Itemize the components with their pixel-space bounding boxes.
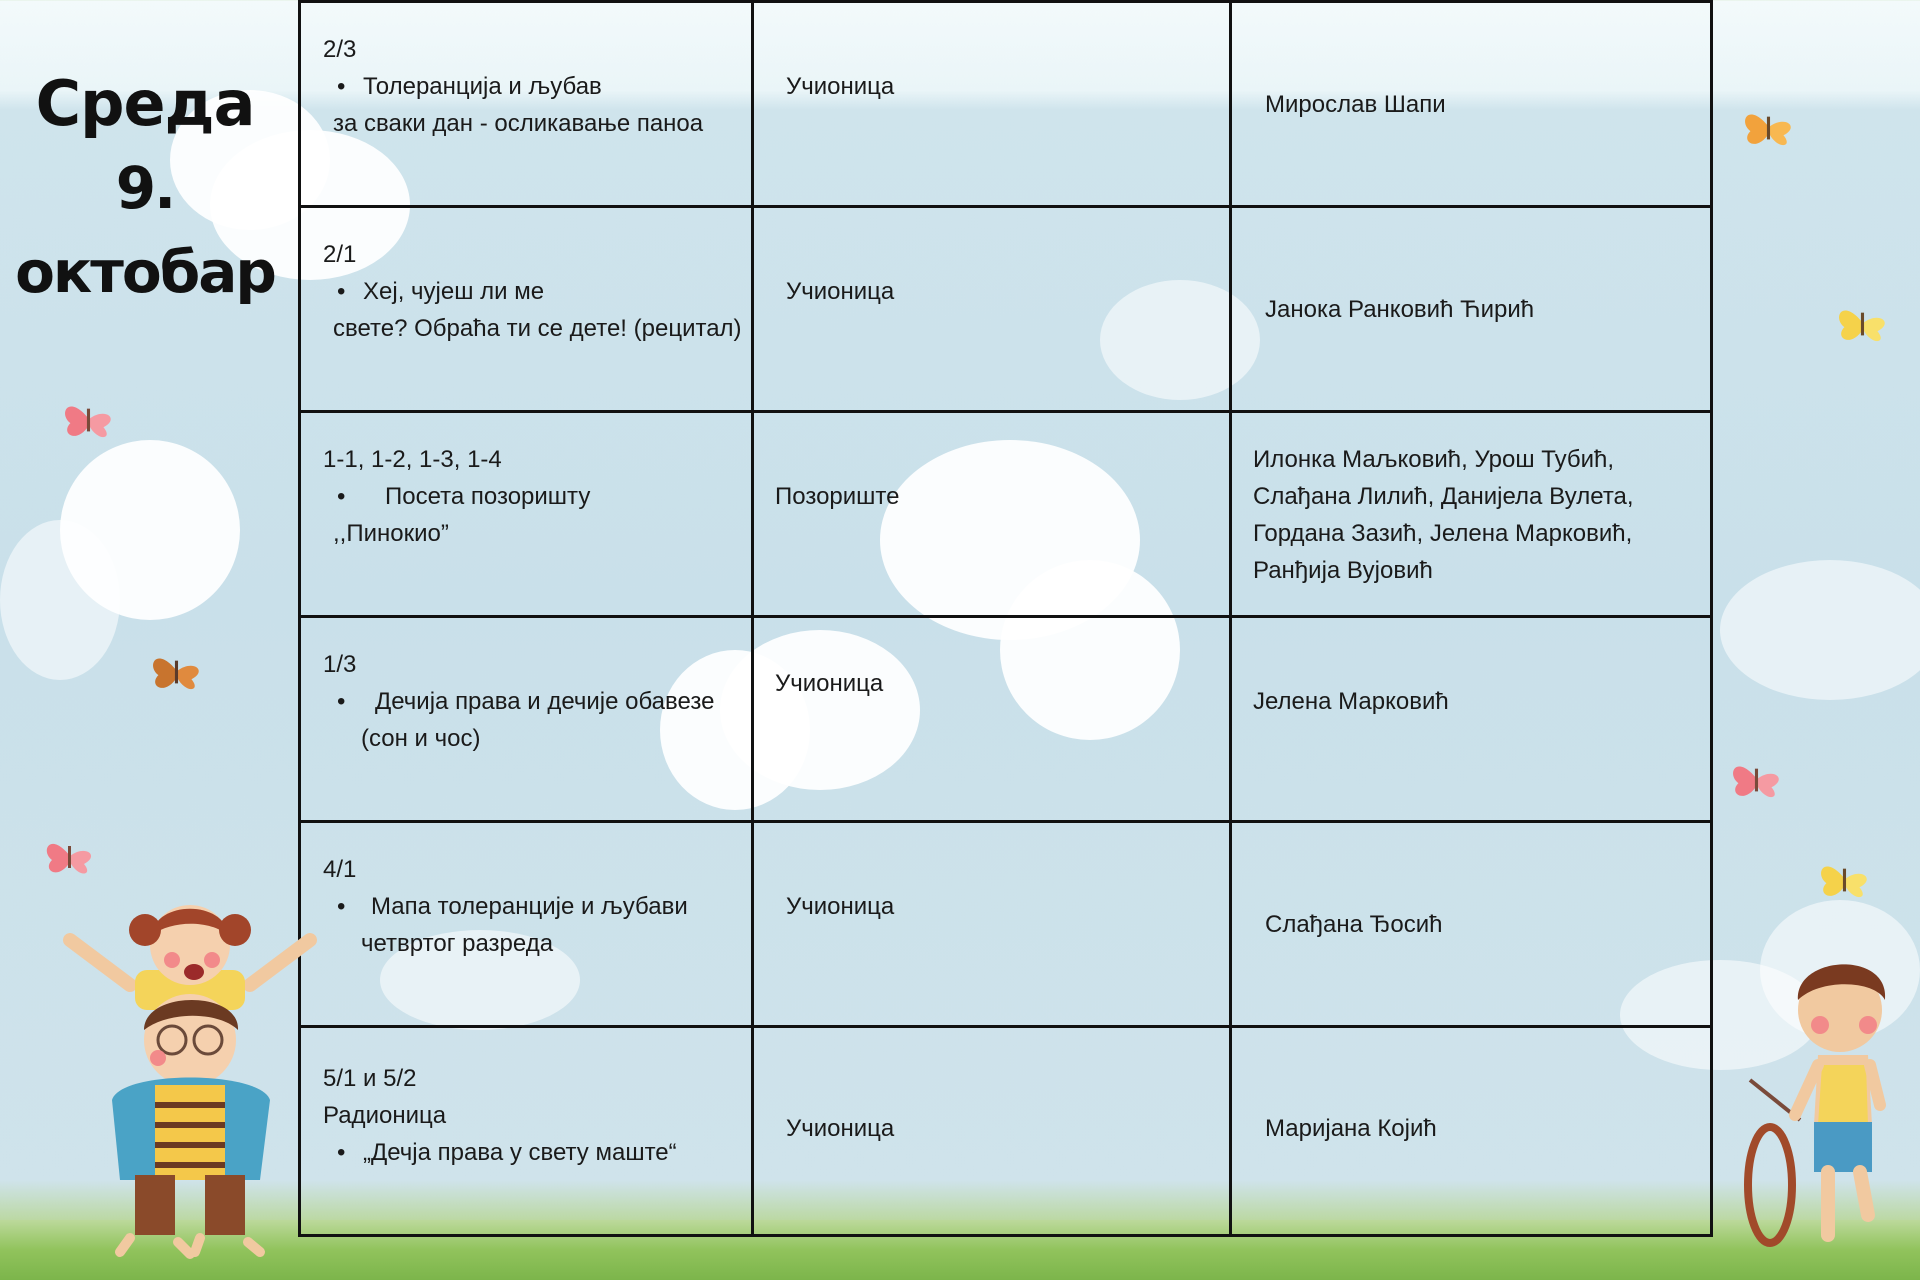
- class-label: 2/3: [323, 36, 357, 63]
- teacher-names: Јанока Ранковић Ћирић: [1265, 296, 1535, 323]
- activity-title: [323, 683, 751, 720]
- location-label: Позориште: [775, 483, 900, 510]
- class-label: 1/3: [323, 651, 357, 678]
- class-label: 2/1: [323, 241, 357, 268]
- teachers-cell: [1231, 2, 1712, 207]
- teacher-names-line: Гордана Зазић, Јелена Марковић,: [1253, 520, 1633, 547]
- bullet-icon: •: [337, 893, 346, 920]
- teacher-names: Маријана Којић: [1265, 1115, 1437, 1142]
- teacher-names-line: Слађана Лилић, Данијела Вулета,: [1253, 483, 1634, 510]
- activity-line: ,,Пинокио”: [333, 520, 449, 547]
- table-row: [300, 1027, 1712, 1236]
- page-title: [0, 62, 290, 314]
- teachers-cell: [1231, 412, 1712, 617]
- location-label: Учионица: [786, 1115, 895, 1142]
- butterfly-icon: [146, 640, 208, 702]
- table-row: [300, 412, 1712, 617]
- class-activity-cell: [300, 617, 753, 822]
- activity-title: [323, 888, 751, 925]
- teacher-names-line: Илонка Маљковић, Урош Тубић,: [1253, 446, 1615, 473]
- activity-line: четвртог разреда: [361, 930, 554, 957]
- teacher-names: Мирослав Шапи: [1265, 91, 1446, 118]
- teachers-cell: [1231, 822, 1712, 1027]
- butterfly-icon: [58, 388, 120, 450]
- father-and-child-illustration: [60, 880, 320, 1260]
- location-cell: [753, 207, 1231, 412]
- activity-line: Дечија права и дечије обавезе: [375, 688, 715, 715]
- class-label: 5/1 и 5/2: [323, 1065, 417, 1092]
- bullet-icon: •: [337, 73, 346, 100]
- activity-line: (сон и чос): [361, 725, 481, 752]
- teacher-names: Јелена Марковић: [1253, 688, 1449, 715]
- activity-line: Хеј, чујеш ли ме: [363, 278, 545, 305]
- activity-title: [323, 273, 751, 310]
- activity-line: за сваки дан - осликавање паноа: [333, 110, 704, 137]
- class-activity-cell: [300, 1027, 753, 1236]
- title-day: Среда: [35, 67, 255, 140]
- butterfly-icon: [40, 826, 100, 886]
- teacher-names: Слађана Ђосић: [1265, 911, 1443, 938]
- class-activity-cell: [300, 822, 753, 1027]
- bullet-icon: •: [337, 688, 346, 715]
- table-row: [300, 822, 1712, 1027]
- bullet-icon: •: [337, 483, 346, 510]
- bullet-icon: •: [337, 1139, 346, 1166]
- activity-title: [323, 1134, 751, 1171]
- class-activity-cell: [300, 2, 753, 207]
- table-row: [300, 2, 1712, 207]
- location-label: Учионица: [786, 893, 895, 920]
- class-activity-cell: [300, 207, 753, 412]
- activity-subtitle: Радионица: [323, 1102, 447, 1129]
- location-cell: [753, 1027, 1231, 1236]
- location-cell: [753, 617, 1231, 822]
- location-label: Учионица: [786, 278, 895, 305]
- butterfly-icon: [1832, 292, 1894, 354]
- activity-title: [323, 478, 751, 515]
- bullet-icon: •: [337, 278, 346, 305]
- location-cell: [753, 822, 1231, 1027]
- teachers-cell: [1231, 617, 1712, 822]
- class-activity-cell: [300, 412, 753, 617]
- title-date: 9. oктобар: [15, 154, 275, 306]
- class-label: 1-1, 1-2, 1-3, 1-4: [323, 446, 502, 473]
- background-cloud: [1720, 560, 1920, 700]
- activity-line: „Дечја права у свету маште“: [363, 1139, 677, 1166]
- butterfly-icon: [1814, 848, 1876, 910]
- location-label: Учионица: [775, 670, 884, 697]
- boy-with-hoop-illustration: [1740, 940, 1910, 1260]
- schedule-table: [298, 0, 1713, 1237]
- butterfly-icon: [1738, 96, 1800, 158]
- activity-line: Мапа толеранције и љубави: [371, 893, 688, 920]
- teachers-cell: [1231, 207, 1712, 412]
- table-row: [300, 207, 1712, 412]
- activity-line: Посета позоришту: [385, 483, 591, 510]
- location-label: Учионица: [786, 73, 895, 100]
- background-cloud: [0, 520, 120, 680]
- activity-line: свете? Обраћа ти се дете! (рецитал): [333, 315, 742, 342]
- class-label: 4/1: [323, 856, 357, 883]
- location-cell: [753, 2, 1231, 207]
- activity-title: [323, 68, 751, 105]
- table-row: [300, 617, 1712, 822]
- teacher-names-line: Ранђија Вујовић: [1253, 557, 1433, 584]
- activity-line: Толеранција и љубав: [363, 73, 602, 100]
- butterfly-icon: [1726, 748, 1788, 810]
- teachers-cell: [1231, 1027, 1712, 1236]
- location-cell: [753, 412, 1231, 617]
